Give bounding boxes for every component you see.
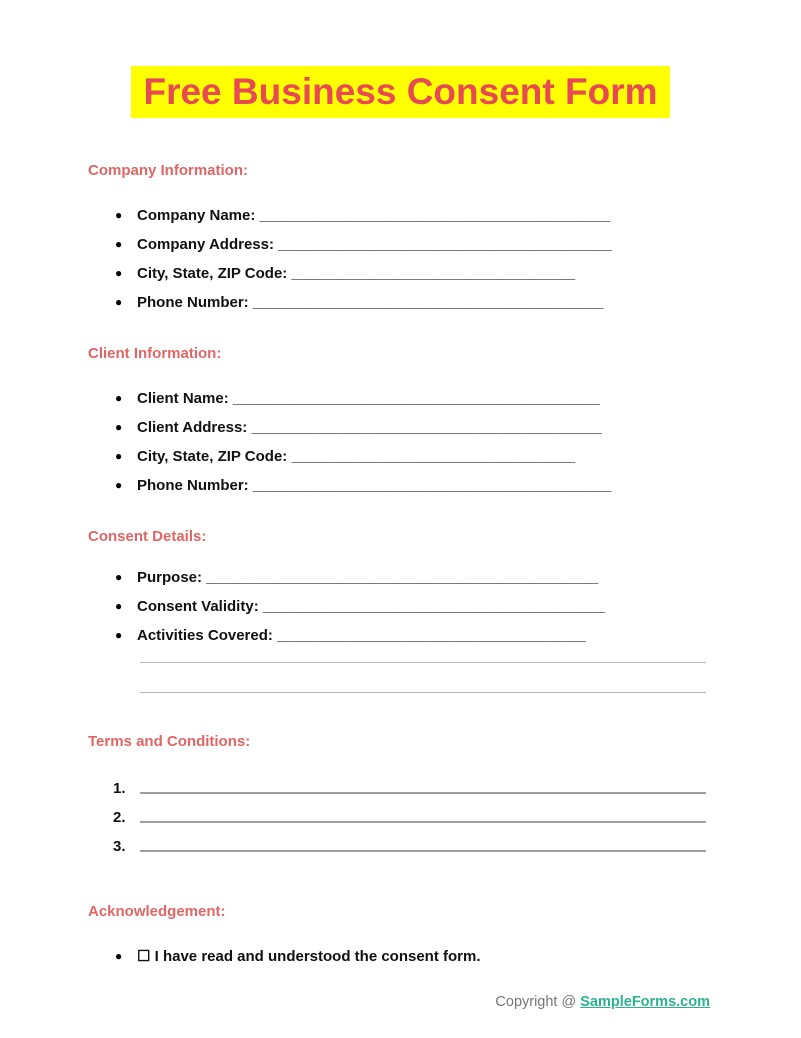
checkbox-icon: ☐ bbox=[137, 948, 151, 965]
list-item-client-city bbox=[0, 442, 801, 471]
section-client bbox=[0, 345, 801, 500]
terms-item-1 bbox=[0, 774, 801, 803]
section-company bbox=[0, 162, 801, 317]
consent-list bbox=[0, 563, 801, 650]
bullet-icon: ● bbox=[115, 237, 123, 251]
section-terms bbox=[0, 733, 801, 861]
section-heading-client: Client Information: bbox=[88, 345, 222, 362]
list-item-purpose bbox=[0, 563, 801, 592]
blank-line: __________________________________________ bbox=[259, 207, 610, 224]
field-label: City, State, ZIP Code: bbox=[137, 448, 288, 465]
blank-line: __________________________________________ bbox=[252, 294, 604, 311]
section-heading-consent: Consent Details: bbox=[88, 528, 207, 545]
list-item-client-phone bbox=[0, 471, 801, 500]
terms-blank-line bbox=[140, 792, 706, 794]
list-item-company-address bbox=[0, 230, 801, 259]
bullet-icon: ● bbox=[115, 599, 123, 613]
bullet-icon: ● bbox=[115, 949, 123, 963]
blank-line: _______________________________________________ bbox=[206, 569, 599, 586]
list-item-activities-covered bbox=[0, 621, 801, 650]
bullet-icon: ● bbox=[115, 628, 123, 642]
blank-line: ___________________________________________ bbox=[252, 477, 612, 494]
footer bbox=[495, 994, 710, 1010]
field-label: Consent Validity: bbox=[137, 598, 259, 615]
field-label: Activities Covered: bbox=[137, 627, 273, 644]
blank-line: _________________________________________ bbox=[262, 598, 605, 615]
company-list bbox=[0, 201, 801, 317]
bullet-icon: ● bbox=[115, 449, 123, 463]
field-label: Company Name: bbox=[137, 207, 256, 224]
acknowledgement-item bbox=[0, 942, 801, 971]
client-list bbox=[0, 384, 801, 500]
list-item-company-phone bbox=[0, 288, 801, 317]
bullet-icon: ● bbox=[115, 295, 123, 309]
terms-blank-line bbox=[140, 821, 706, 823]
list-item-company-city bbox=[0, 259, 801, 288]
field-label: Company Address: bbox=[137, 236, 274, 253]
acknowledgement-list bbox=[0, 942, 801, 971]
list-number: 2. bbox=[113, 809, 126, 826]
field-label: Client Name: bbox=[137, 390, 229, 407]
bullet-icon: ● bbox=[115, 570, 123, 584]
blank-line: __________________________________________ bbox=[251, 419, 602, 436]
bullet-icon: ● bbox=[115, 391, 123, 405]
continuation-line bbox=[140, 662, 706, 663]
section-heading-company: Company Information: bbox=[88, 162, 248, 179]
list-number: 3. bbox=[113, 838, 126, 855]
blank-line: __________________________________ bbox=[291, 448, 576, 465]
acknowledgement-statement: I have read and understood the consent form. bbox=[154, 948, 481, 965]
list-item-company-name bbox=[0, 201, 801, 230]
sampleforms-link[interactable]: SampleForms.com bbox=[580, 994, 710, 1010]
section-heading-acknowledgement: Acknowledgement: bbox=[88, 903, 226, 920]
field-label: Phone Number: bbox=[137, 294, 249, 311]
list-item-client-address bbox=[0, 413, 801, 442]
blank-line: ________________________________________ bbox=[278, 236, 612, 253]
section-consent bbox=[0, 528, 801, 693]
field-label: City, State, ZIP Code: bbox=[137, 265, 288, 282]
bullet-icon: ● bbox=[115, 266, 123, 280]
list-item-consent-validity bbox=[0, 592, 801, 621]
section-acknowledgement bbox=[0, 903, 801, 971]
list-number: 1. bbox=[113, 780, 126, 797]
terms-item-2 bbox=[0, 803, 801, 832]
terms-list bbox=[0, 774, 801, 861]
bullet-icon: ● bbox=[115, 208, 123, 222]
blank-line: _____________________________________ bbox=[277, 627, 586, 644]
field-label: Purpose: bbox=[137, 569, 203, 586]
continuation-line bbox=[140, 692, 706, 693]
title-block bbox=[0, 0, 801, 118]
blank-line: ____________________________________________ bbox=[232, 390, 600, 407]
page-title: Free Business Consent Form bbox=[131, 66, 669, 118]
field-label: Client Address: bbox=[137, 419, 248, 436]
field-label: Phone Number: bbox=[137, 477, 249, 494]
copyright-text: Copyright @ bbox=[495, 994, 577, 1010]
bullet-icon: ● bbox=[115, 420, 123, 434]
terms-item-3 bbox=[0, 832, 801, 861]
list-item-client-name bbox=[0, 384, 801, 413]
section-heading-terms: Terms and Conditions: bbox=[88, 733, 251, 750]
blank-line: __________________________________ bbox=[291, 265, 576, 282]
bullet-icon: ● bbox=[115, 478, 123, 492]
terms-blank-line bbox=[140, 850, 706, 852]
